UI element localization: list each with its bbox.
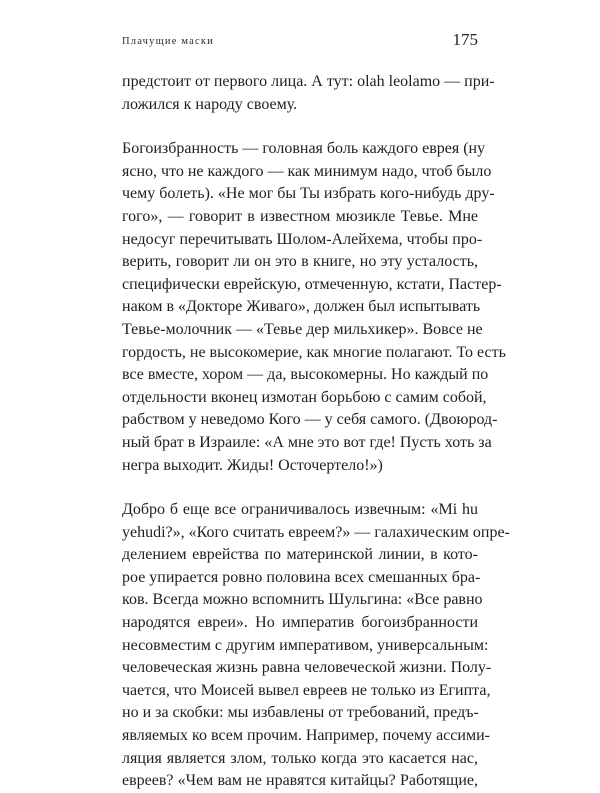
paragraph-2: [122, 138, 506, 477]
text-line: ный брат в Израиле: «А мне это вот где! Пусть хоть за: [122, 433, 492, 451]
text-line: специфически еврейскую, отмеченную, кстати, Пастер-: [122, 275, 502, 293]
text-line: недосуг перечитывать Шолом-Алейхема, чтобы про-: [122, 230, 483, 248]
text-line: все вместе, хором — да, высокомерны. Но каждый по: [122, 366, 489, 384]
text-line: Тевье-молочник — «Тевье дер мильхикер». Вовсе не: [122, 320, 483, 338]
body-text: [122, 71, 510, 793]
text-line: гордость, не высокомерие, как многие полагают. То есть: [122, 343, 506, 361]
text-line: чему болеть). «Не мог бы Ты избрать кого-нибудь дру-: [122, 185, 495, 203]
running-header: [122, 30, 478, 54]
paragraph-1: [122, 71, 495, 116]
text-line: несовместим с другим императивом, универсальным:: [122, 636, 489, 654]
text-line: ясно, что не каждого — как минимум надо, чтоб было: [122, 162, 492, 180]
text-line: рое упирается ровно половина всех смешанных бра-: [122, 568, 481, 586]
text-line: отдельности вконец измотан борьбою с самим собой,: [122, 388, 487, 406]
paragraph-3: [122, 499, 510, 793]
text-line: Богоизбранность — головная боль каждого еврея (ну: [122, 140, 486, 158]
text-line: человеческая жизнь равна человеческой жизни. Полу-: [122, 659, 492, 677]
text-line: yehudi?», «Кого считать евреем?» — галахическим опре-: [122, 523, 510, 541]
text-line: но и за скобки: мы избавлены от требований, предъ-: [122, 704, 479, 722]
text-line: гого», — говорит в известном мюзикле Тевье. Мне: [122, 207, 478, 225]
text-line: предстоит от первого лица. А тут: olah leolamo — при-: [122, 73, 495, 90]
running-title: Плачущие маски: [122, 36, 214, 47]
text-line: ложился к народу своему.: [122, 95, 298, 113]
text-line: верить, говорит ли он это в книге, но эту усталость,: [122, 253, 478, 271]
text-line: евреев? «Чем вам не нравятся китайцы? Работящие,: [122, 772, 478, 790]
text-line: ляция является злом, только когда это касается нас,: [122, 749, 478, 767]
text-line: делением еврейства по материнской линии, в кото-: [122, 546, 478, 564]
text-line: являемых ко всем прочим. Например, почему ассими-: [122, 727, 490, 745]
page-number: 175: [452, 30, 478, 49]
text-line: народятся евреи». Но императив богоизбранности: [122, 614, 478, 632]
text-line: наком в «Докторе Живаго», должен был испытывать: [122, 298, 481, 316]
text-line: Добро б еще все ограничивалось извечным: «Mi hu: [122, 501, 478, 519]
text-line: чается, что Моисей вывел евреев не только из Египта,: [122, 681, 491, 699]
text-line: ков. Всегда можно вспомнить Шульгина: «Все равно: [122, 591, 483, 609]
text-line: рабством у неведомо Кого — у себя самого. (Двоюрод-: [122, 411, 498, 429]
text-line: негра выходит. Жиды! Осточертело!»): [122, 456, 383, 474]
